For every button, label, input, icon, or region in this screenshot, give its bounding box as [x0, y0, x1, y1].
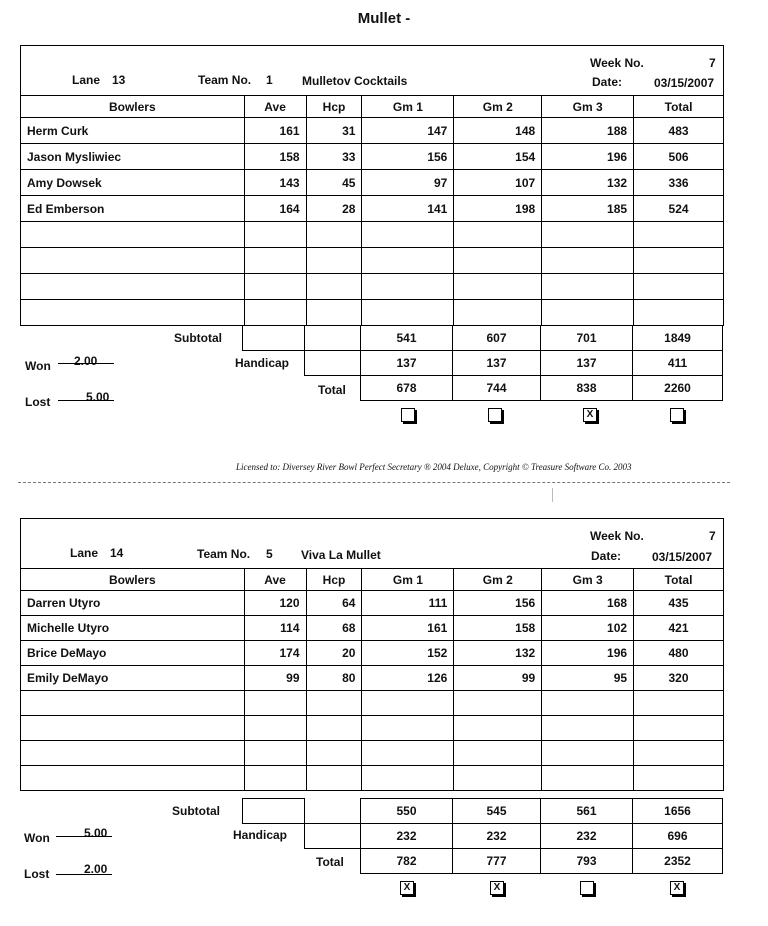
- table-row: [21, 666, 724, 691]
- gm3-header: Gm 3: [542, 569, 634, 591]
- subtotal-label: Subtotal: [172, 804, 220, 818]
- week-label: Week No.: [590, 56, 644, 70]
- ave-header: Ave: [244, 569, 306, 591]
- bowlers-table: [20, 568, 724, 791]
- won-underline: [56, 836, 112, 837]
- bowler-name: Michelle Utyro: [21, 616, 245, 641]
- week-value: 7: [709, 529, 716, 543]
- bowler-gm1: 152: [362, 641, 454, 666]
- checkbox-gm3[interactable]: [580, 881, 594, 895]
- bowler-hcp: 64: [306, 591, 362, 616]
- team-no-value: 5: [266, 547, 273, 561]
- team-no-label: Team No.: [197, 547, 251, 561]
- handicap-gm2: 232: [453, 824, 541, 849]
- won-label: Won: [24, 831, 50, 845]
- hcp-header: Hcp: [306, 569, 362, 591]
- license-text: Licensed to: Diversey River Bowl Perfect Secretary ® 2004 Deluxe, Copyright © Treasure Software Co. 2003: [236, 462, 632, 472]
- bowler-total: 480: [634, 641, 724, 666]
- lane-value: 14: [110, 546, 124, 560]
- lost-label: Lost: [24, 867, 50, 881]
- total-total: 2352: [633, 849, 723, 874]
- bowler-gm1: 141: [362, 196, 454, 222]
- bowlers-header: Bowlers: [21, 569, 245, 591]
- bowler-total: 336: [634, 170, 724, 196]
- gm1-header: Gm 1: [362, 96, 454, 118]
- bowler-ave: 164: [244, 196, 306, 222]
- handicap-row: [243, 351, 723, 376]
- bowler-ave: 114: [244, 616, 306, 641]
- summary-table: [242, 798, 723, 874]
- bowler-hcp: 33: [306, 144, 362, 170]
- handicap-total: 696: [633, 824, 723, 849]
- bowler-hcp: 20: [306, 641, 362, 666]
- team-no-label: Team No.: [198, 73, 252, 87]
- subtotal-total: 1656: [633, 799, 723, 824]
- total-row-label: Total: [318, 383, 346, 397]
- bowler-gm1: 126: [362, 666, 454, 691]
- bowler-gm2: 158: [454, 616, 542, 641]
- bowlers-table: [20, 95, 724, 326]
- checkbox-total[interactable]: X: [670, 881, 684, 895]
- checkbox-gm3[interactable]: X: [583, 408, 597, 422]
- table-row: [21, 591, 724, 616]
- empty-row: [21, 741, 724, 766]
- bowler-gm1: 161: [362, 616, 454, 641]
- bowler-name: Ed Emberson: [21, 196, 245, 222]
- empty-row: [21, 248, 724, 274]
- bowler-gm3: 196: [542, 144, 634, 170]
- checkbox-total[interactable]: [670, 408, 684, 422]
- bowler-ave: 174: [244, 641, 306, 666]
- bowler-total: 483: [634, 118, 724, 144]
- bowler-name: Herm Curk: [21, 118, 245, 144]
- bowler-ave: 143: [244, 170, 306, 196]
- bowler-gm1: 111: [362, 591, 454, 616]
- empty-row: [21, 274, 724, 300]
- scan-mark: [552, 488, 553, 502]
- ave-header: Ave: [244, 96, 306, 118]
- handicap-gm1: 137: [361, 351, 453, 376]
- bowler-total: 435: [634, 591, 724, 616]
- table-row: [21, 170, 724, 196]
- bowler-gm3: 95: [542, 666, 634, 691]
- bowler-gm2: 107: [454, 170, 542, 196]
- lost-label: Lost: [25, 395, 51, 409]
- handicap-label: Handicap: [235, 356, 290, 370]
- handicap-gm3: 137: [541, 351, 633, 376]
- bowler-total: 506: [634, 144, 724, 170]
- empty-row: [21, 766, 724, 791]
- summary-table: [242, 325, 723, 401]
- bowler-gm3: 102: [542, 616, 634, 641]
- bowler-name: Emily DeMayo: [21, 666, 245, 691]
- bowler-hcp: 80: [306, 666, 362, 691]
- handicap-gm3: 232: [541, 824, 633, 849]
- total-row: [243, 376, 723, 401]
- bowler-name: Amy Dowsek: [21, 170, 245, 196]
- handicap-label: Handicap: [233, 828, 288, 842]
- bowler-ave: 158: [244, 144, 306, 170]
- table-row: [21, 641, 724, 666]
- bowler-gm1: 147: [362, 118, 454, 144]
- bowler-total: 421: [634, 616, 724, 641]
- won-underline: [58, 363, 114, 364]
- bowler-name: Brice DeMayo: [21, 641, 245, 666]
- bowler-ave: 120: [244, 591, 306, 616]
- bowler-gm3: 168: [542, 591, 634, 616]
- bowler-name: Jason Mysliwiec: [21, 144, 245, 170]
- total-row-label: Total: [316, 855, 344, 869]
- table-row: [21, 196, 724, 222]
- bowler-gm3: 188: [542, 118, 634, 144]
- subtotal-gm1: 550: [361, 799, 453, 824]
- bowler-hcp: 68: [306, 616, 362, 641]
- gm3-header: Gm 3: [542, 96, 634, 118]
- date-value: 03/15/2007: [652, 550, 713, 564]
- column-header-row: [21, 96, 724, 118]
- handicap-gm1: 232: [361, 824, 453, 849]
- bowler-ave: 161: [244, 118, 306, 144]
- total-header: Total: [634, 96, 724, 118]
- tear-line: [18, 482, 730, 483]
- week-value: 7: [709, 56, 716, 70]
- empty-row: [21, 222, 724, 248]
- checkbox-gm1[interactable]: [401, 408, 415, 422]
- handicap-gm2: 137: [453, 351, 541, 376]
- document-title: Mullet -: [357, 10, 411, 27]
- bowler-gm2: 132: [454, 641, 542, 666]
- lost-underline: [58, 400, 114, 401]
- subtotal-gm3: 701: [541, 326, 633, 351]
- bowler-gm1: 97: [362, 170, 454, 196]
- won-value: 5.00: [84, 826, 108, 840]
- lane-value: 13: [112, 73, 126, 87]
- lost-value: 5.00: [86, 390, 110, 404]
- total-row: [243, 849, 723, 874]
- subtotal-gm3: 561: [541, 799, 633, 824]
- total-gm1: 782: [361, 849, 453, 874]
- bowler-hcp: 45: [306, 170, 362, 196]
- bowlers-header: Bowlers: [21, 96, 245, 118]
- won-label: Won: [25, 359, 51, 373]
- bowler-gm1: 156: [362, 144, 454, 170]
- column-header-row: [21, 569, 724, 591]
- subtotal-row: [243, 799, 723, 824]
- table-row: [21, 144, 724, 170]
- empty-row: [21, 716, 724, 741]
- bowler-gm2: 154: [454, 144, 542, 170]
- total-gm3: 793: [541, 849, 633, 874]
- bowler-gm3: 132: [542, 170, 634, 196]
- bowler-gm3: 185: [542, 196, 634, 222]
- gm2-header: Gm 2: [454, 96, 542, 118]
- hcp-header: Hcp: [306, 96, 362, 118]
- date-label: Date:: [591, 549, 622, 563]
- bowler-total: 320: [634, 666, 724, 691]
- subtotal-gm1: 541: [361, 326, 453, 351]
- bowler-hcp: 31: [306, 118, 362, 144]
- total-header: Total: [634, 569, 724, 591]
- total-gm1: 678: [361, 376, 453, 401]
- lane-label: Lane: [70, 546, 99, 560]
- empty-row: [21, 691, 724, 716]
- lane-label: Lane: [72, 73, 101, 87]
- subtotal-row: [243, 326, 723, 351]
- total-gm2: 777: [453, 849, 541, 874]
- table-row: [21, 616, 724, 641]
- checkbox-gm1[interactable]: X: [400, 881, 414, 895]
- bowler-ave: 99: [244, 666, 306, 691]
- gm1-header: Gm 1: [362, 569, 454, 591]
- bowler-gm2: 156: [454, 591, 542, 616]
- lost-value: 2.00: [84, 862, 108, 876]
- won-value: 2.00: [74, 354, 98, 368]
- bowler-total: 524: [634, 196, 724, 222]
- total-gm3: 838: [541, 376, 633, 401]
- bowler-gm2: 148: [454, 118, 542, 144]
- table-row: [21, 118, 724, 144]
- bowler-hcp: 28: [306, 196, 362, 222]
- week-label: Week No.: [590, 529, 644, 543]
- bowler-gm2: 198: [454, 196, 542, 222]
- subtotal-gm2: 607: [453, 326, 541, 351]
- subtotal-gm2: 545: [453, 799, 541, 824]
- bowler-gm2: 99: [454, 666, 542, 691]
- bowler-name: Darren Utyro: [21, 591, 245, 616]
- date-value: 03/15/2007: [654, 76, 715, 90]
- gm2-header: Gm 2: [454, 569, 542, 591]
- lost-underline: [56, 874, 112, 875]
- subtotal-label: Subtotal: [174, 331, 222, 345]
- handicap-total: 411: [633, 351, 723, 376]
- checkbox-gm2[interactable]: X: [490, 881, 504, 895]
- bowler-gm3: 196: [542, 641, 634, 666]
- checkbox-gm2[interactable]: [488, 408, 502, 422]
- subtotal-total: 1849: [633, 326, 723, 351]
- handicap-row: [243, 824, 723, 849]
- team-name: Viva La Mullet: [301, 548, 381, 562]
- total-gm2: 744: [453, 376, 541, 401]
- team-no-value: 1: [266, 73, 273, 87]
- date-label: Date:: [592, 75, 623, 89]
- total-total: 2260: [633, 376, 723, 401]
- empty-row: [21, 300, 724, 326]
- team-name: Mulletov Cocktails: [302, 74, 408, 88]
